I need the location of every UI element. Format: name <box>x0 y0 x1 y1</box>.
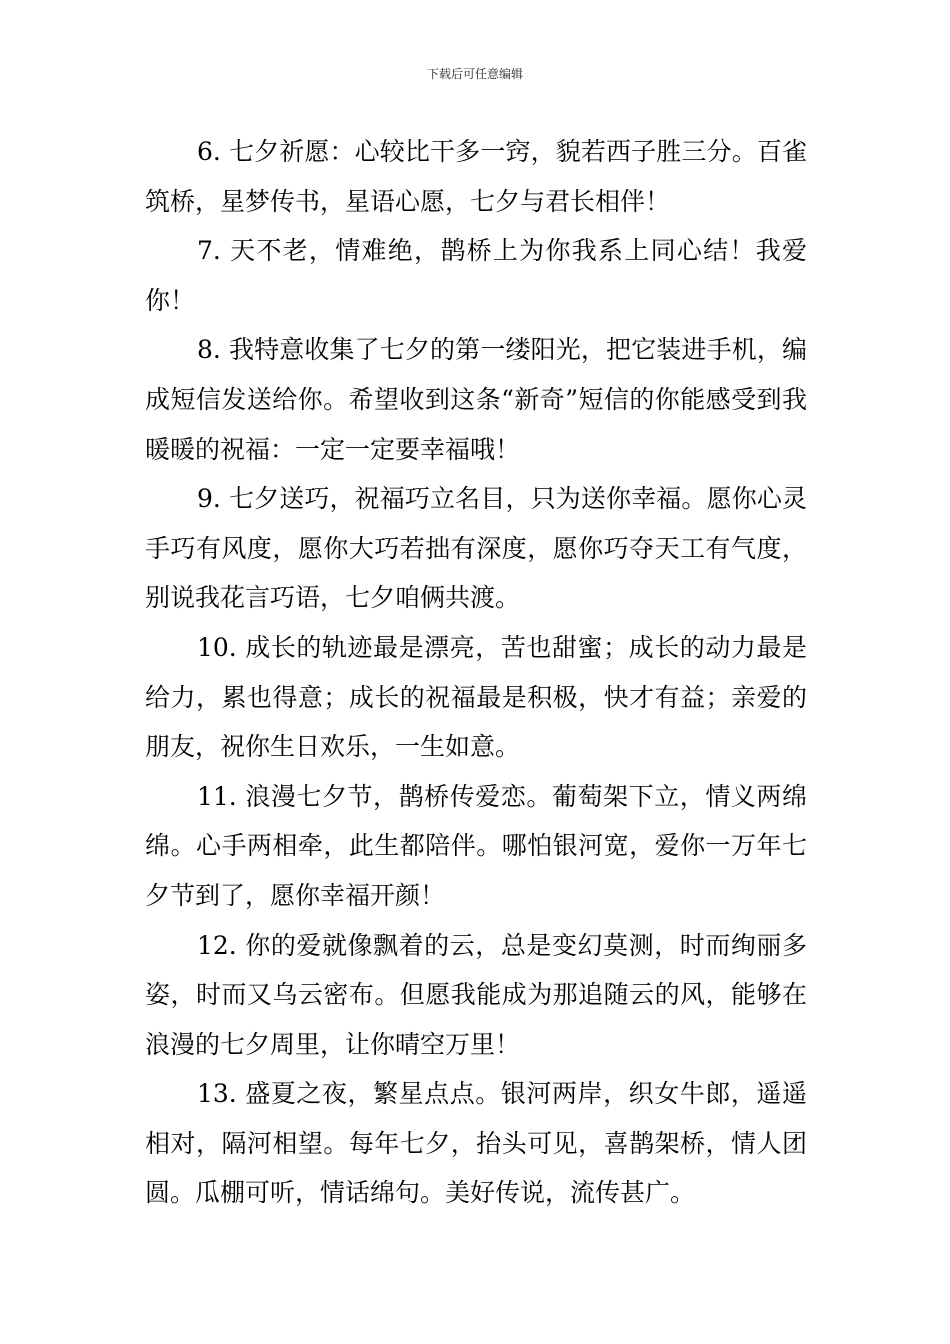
paragraph-10: 10. 成长的轨迹最是漂亮，苦也甜蜜；成长的动力最是给力，累也得意；成长的祝福最是积极，快才有益；亲爱的朋友，祝你生日欢乐，一生如意。 <box>145 632 807 762</box>
paragraph-6: 6. 七夕祈愿：心较比干多一窍，貌若西子胜三分。百雀筑桥，星梦传书，星语心愿，七夕与君长相伴！ <box>145 137 807 216</box>
paragraph-11: 11. 浪漫七夕节，鹊桥传爱恋。葡萄架下立，情义两绵绵。心手两相牵，此生都陪伴。哪怕银河宽，爱你一万年七夕节到了，愿你幸福开颜！ <box>145 781 807 910</box>
paragraph-9: 9. 七夕送巧，祝福巧立名目，只为送你幸福。愿你心灵手巧有风度，愿你大巧若拙有深度，愿你巧夺天工有气度，别说我花言巧语，七夕咱俩共渡。 <box>145 484 807 613</box>
paragraph-8: 8. 我特意收集了七夕的第一缕阳光，把它装进手机，编成短信发送给你。希望收到这条“新奇”短信的你能感受到我暖暖的祝福：一定一定要幸福哦！ <box>145 335 807 464</box>
document-body <box>145 127 807 1218</box>
paragraph-7: 7. 天不老，情难绝，鹊桥上为你我系上同心结！我爱你！ <box>145 236 807 315</box>
page-header: 下载后可任意编辑 <box>426 67 523 81</box>
paragraph-13: 13. 盛夏之夜，繁星点点。银河两岸，织女牛郎，遥遥相对，隔河相望。每年七夕，抬头可见，喜鹊架桥，情人团圆。瓜棚可听，情话绵句。美好传说，流传甚广。 <box>145 1079 807 1208</box>
paragraph-12: 12. 你的爱就像飘着的云，总是变幻莫测，时而绚丽多姿，时而又乌云密布。但愿我能成为那追随云的风，能够在浪漫的七夕周里，让你晴空万里！ <box>145 930 807 1059</box>
